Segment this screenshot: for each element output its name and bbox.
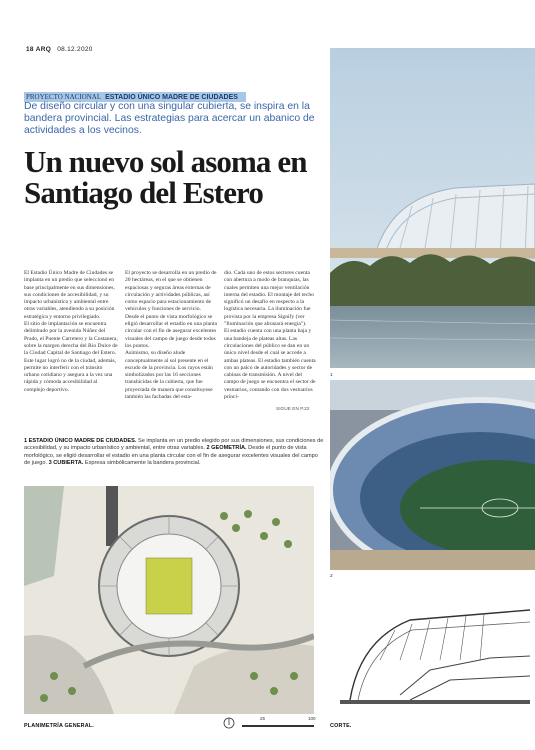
paragraph: El proyecto se desarrolla en un predio de 20 hectáreas, en el que se obtienen espaciosas y seguras áreas externas de circulación y actividades públicas, así como espacio para estacionamiento de vehículos y funciones de servicio. (125, 270, 217, 313)
paragraph: dio. Cada uno de estos sectores cuenta con abertura a modo de branquias, las cuales permiten una mejor ventilación interna del estadio. El montaje del techo significó un desafío en respecto a la logística necesaria. La iluminación fue provista por la empresa Signify (ver "Iluminación que abrazará energía"). (224, 270, 314, 328)
continues-note: SIGUE EN P.22 (276, 407, 310, 412)
body-column-1 (24, 270, 118, 394)
paragraph: El sitio de implantación se encuentra delimitado por la avenida Núñez del Prado, el Puente Carretero y la Costanera, sobre la margen derecha del Río Dulce de la Ciudad Capital de Santiago del Estero. Este lugar logró no de la ciudad, además, permite no interferir con el tránsito urbano cotidiano y asegura a la vez una rápida y cómoda accesibilidad al complejo deportivo. (24, 321, 118, 393)
photo-number-1: 1 (330, 373, 333, 378)
caption-text-2: Desde el punto de vista morfológico, se eligió desarrollar el estadio en una planta circular con el fin de asegurar excelentes visuales del campo de juego. (24, 445, 318, 466)
paragraph: El estadio cuenta con una planta baja y una bandeja de plateas altas. Las circulaciones del público se dan en un único nivel desde el cual se accede a ambas plateas. El estadio también cuenta con un palco de autoridades y sector de cabinas de transmisión. A nivel del campo de juego se encuentra el sector de vestuarios, contando con dos vestuarios princi- (224, 328, 316, 401)
caption-text-3: Expresa simbólicamente la bandera provincial. (84, 459, 201, 466)
article-deck: De diseño circular y con una singular cubierta, se inspira en la bandera provincial. Las estrategias para acercar un abanico de actividades a los vecinos. (24, 101, 315, 136)
figure-caption (24, 438, 324, 467)
site-plan-drawing (24, 486, 314, 714)
section-drawing (340, 600, 530, 720)
kicker-project: ESTADIO ÚNICO MADRE DE CIUDADES (105, 94, 238, 101)
plan-label: PLANIMETRÍA GENERAL. (24, 723, 94, 729)
issue-date: 08.12.2020 (57, 46, 93, 53)
stadium-exterior-photo (330, 48, 535, 368)
caption-text-1: Se implanta en un predio elegido por sus dimensiones, sus condiciones de accesibilidad, y su impacto urbanístico y ambiental, entre otras variables. (24, 438, 324, 452)
scale-bar (222, 716, 322, 732)
caption-label-2: 2 GEOMETRÍA. (206, 445, 247, 452)
page-folio (26, 46, 93, 53)
scale-end-label: 100 (308, 716, 316, 721)
body-column-3 (224, 270, 318, 401)
caption-label-3: 3 CUBIERTA. (48, 459, 84, 466)
paragraph: Asimismo, su diseño alude conceptualmente al sol presente en el escudo de la provincia. Los rayos están simbolizados por las 16 secciones translúcidas de la cubierta, que fue proyectada de manera que constituyese también las fachadas del esta- (125, 350, 213, 401)
caption-label-1: 1 ESTADIO ÚNICO MADRE DE CIUDADES. (24, 438, 137, 444)
article-headline: Un nuevo sol asoma en Santiago del Estero (24, 144, 307, 210)
photo-number-2: 2 (330, 574, 333, 579)
kicker-label: PROYECTO NACIONAL (26, 93, 102, 101)
paragraph: El Estadio Único Madre de Ciudades se implanta en un predio que seleccionó en base principalmente en sus dimensiones, sus condiciones de accesibilidad, y su impacto urbanístico y ambiental entre otras variables, atendiendo a su posición estratégica y entorno privilegiado. (24, 270, 115, 320)
scale-mid-label: 25 (260, 716, 266, 721)
paragraph: Desde el punto de vista morfológico se eligió desarrollar el estadio en una planta circular con el fin de asegurar excelentes visuales del campo de juego desde todos los puntos. (125, 313, 217, 349)
page-number: 18 (26, 46, 34, 53)
section-name: ARQ (35, 46, 52, 53)
body-column-2 (125, 270, 219, 401)
stadium-aerial-photo (330, 380, 535, 570)
section-label: CORTE. (330, 723, 352, 729)
